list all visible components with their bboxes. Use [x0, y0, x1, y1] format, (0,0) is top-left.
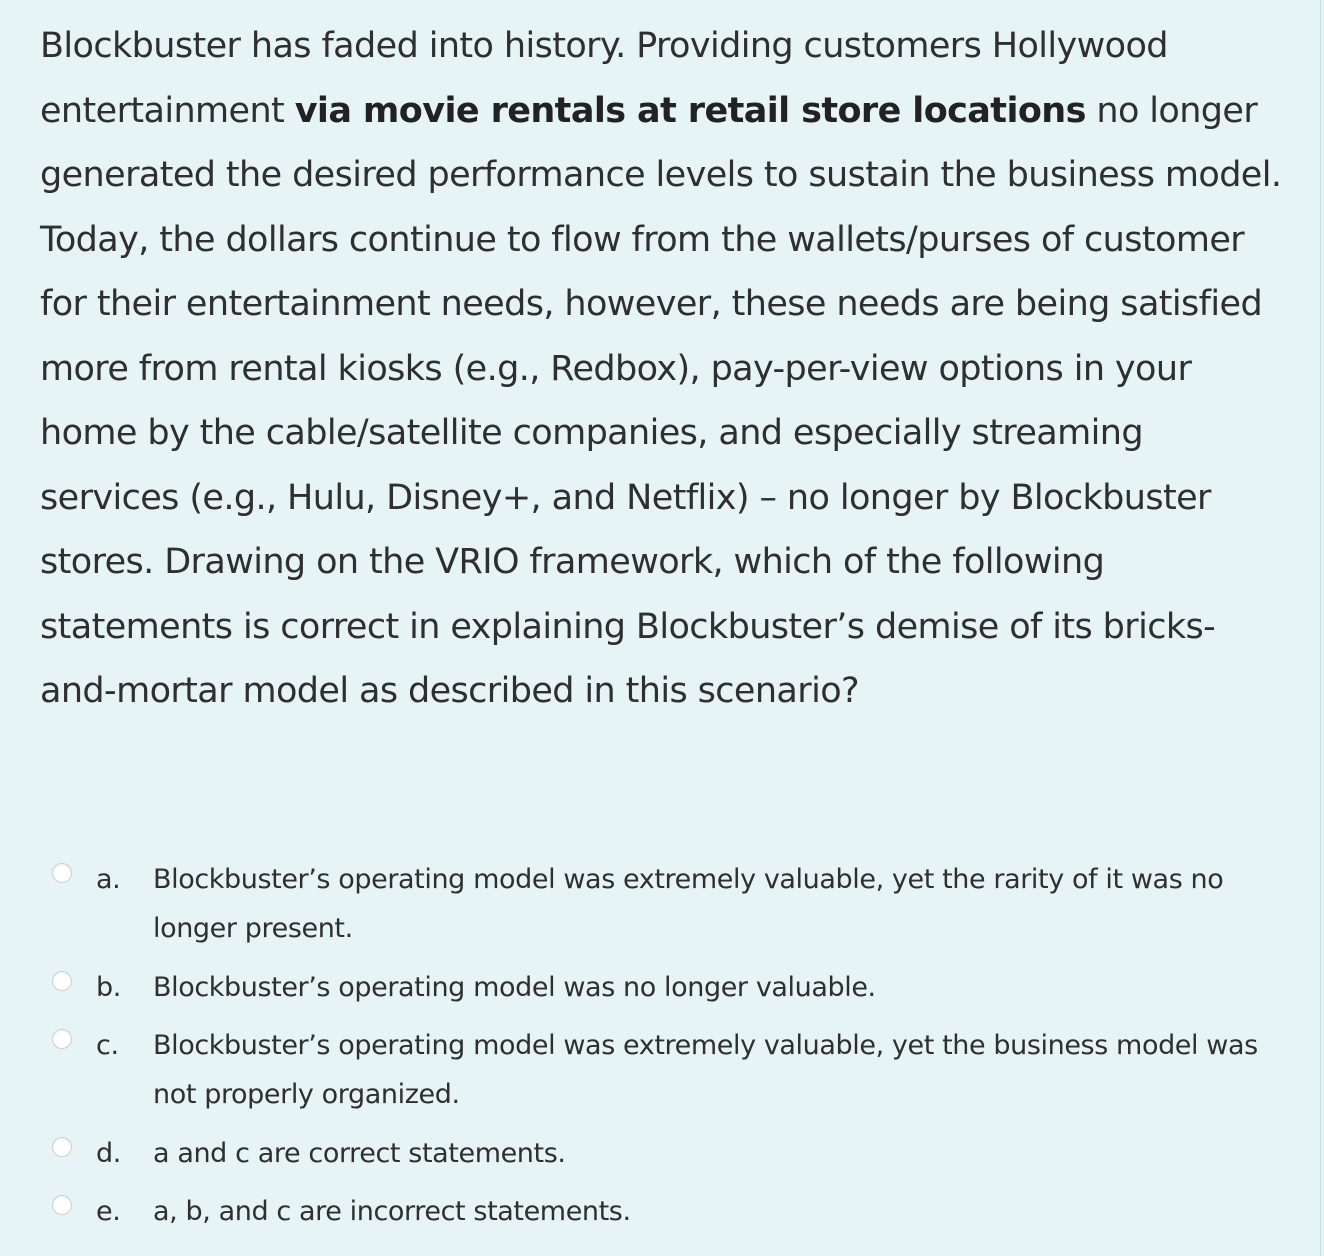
radio-button-c[interactable] [52, 1029, 72, 1049]
answer-options [52, 855, 1292, 1245]
question-text-part1: Blockbuster has faded into history. Providing customers Hollywood entertainment [40, 26, 1168, 131]
answer-option-d[interactable] [52, 1129, 1292, 1187]
radio-button-b[interactable] [52, 971, 72, 991]
option-letter-d: d. [96, 1138, 121, 1169]
question-emphasis: via movie rentals at retail store locations [294, 90, 1086, 131]
option-text-c: Blockbuster’s operating model was extremely valuable, yet the business model was not properly organized. [153, 1030, 1258, 1110]
option-text-a: Blockbuster’s operating model was extremely valuable, yet the rarity of it was no longer present. [153, 864, 1224, 944]
option-letter-a: a. [96, 864, 121, 895]
question-text-part2: no longer generated the desired performance levels to sustain the business model. Today, the dollars continue to flow from the wallets/purses of customer for their entertainment needs, however, these needs are being satisfied more from rental kiosks (e.g., Redbox), pay-per-view options in your home by the cable/satellite companies, and especially streaming services (e.g., Hulu, Disney+, and Netflix) – no longer by Blockbuster stores. Drawing on the VRIO framework, which of the following statements is correct in explaining Blockbuster’s demise of its bricks-and-mortar model as described in this scenario? [40, 90, 1282, 711]
option-text-d: a and c are correct statements. [153, 1138, 566, 1169]
option-letter-c: c. [96, 1030, 119, 1061]
answer-option-e[interactable] [52, 1187, 1292, 1245]
answer-option-a[interactable] [52, 855, 1292, 963]
radio-button-a[interactable] [52, 863, 72, 883]
option-letter-e: e. [96, 1196, 121, 1227]
option-letter-b: b. [96, 972, 121, 1003]
option-text-b: Blockbuster’s operating model was no longer valuable. [153, 972, 876, 1003]
answer-option-b[interactable] [52, 963, 1292, 1021]
radio-button-d[interactable] [52, 1137, 72, 1157]
question-text [40, 14, 1290, 724]
option-text-e: a, b, and c are incorrect statements. [153, 1196, 631, 1227]
radio-button-e[interactable] [52, 1195, 72, 1215]
answer-option-c[interactable] [52, 1021, 1292, 1129]
